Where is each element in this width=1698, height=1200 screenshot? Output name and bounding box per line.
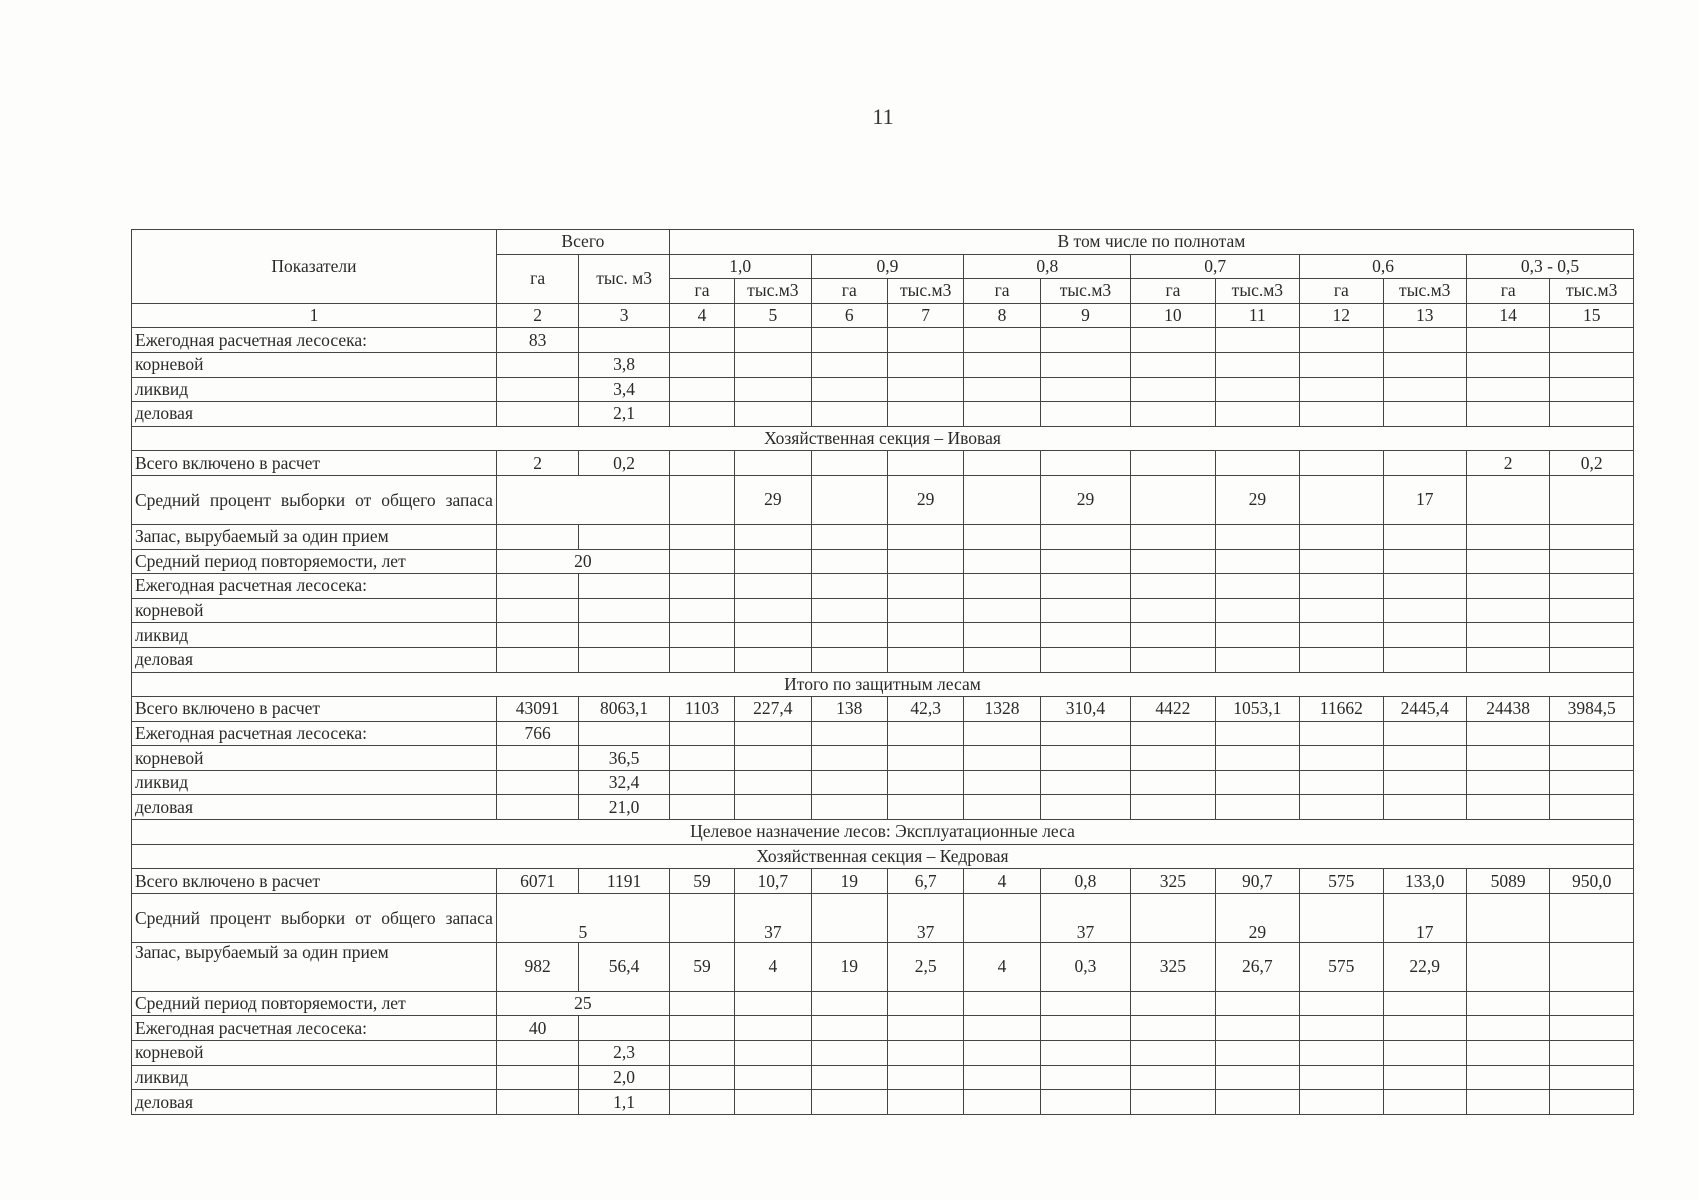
column-number: 15	[1550, 303, 1634, 328]
row-label: Ежегодная расчетная лесосека:	[132, 328, 497, 353]
cell: 3984,5	[1550, 697, 1634, 722]
cell	[1466, 352, 1549, 377]
header-total-ha: га	[496, 254, 578, 303]
table-row	[132, 549, 1634, 574]
cell: 29	[735, 475, 811, 524]
cell	[1300, 377, 1383, 402]
table-row	[132, 795, 1634, 820]
cell	[1383, 402, 1466, 427]
cell	[1040, 451, 1130, 476]
row-label: корневой	[132, 746, 497, 771]
header-total: Всего	[496, 230, 669, 255]
header-indicator: Показатели	[132, 230, 497, 304]
cell	[669, 352, 734, 377]
cell: 29	[887, 475, 963, 524]
cell	[1040, 328, 1130, 353]
cell	[1550, 377, 1634, 402]
row-label: Всего включено в расчет	[132, 869, 497, 894]
table-row	[132, 991, 1634, 1016]
column-numbers-row	[132, 303, 1634, 328]
row-label: Средний период повторяемости, лет	[132, 549, 497, 574]
cell	[669, 451, 734, 476]
column-number: 10	[1131, 303, 1215, 328]
root-m3: 2,3	[579, 1041, 669, 1066]
total-m3	[579, 328, 669, 353]
table-row	[132, 402, 1634, 427]
period-value: 25	[496, 991, 669, 1016]
row-label: Ежегодная расчетная лесосека:	[132, 721, 497, 746]
cell	[964, 893, 1040, 942]
row-label: ликвид	[132, 377, 497, 402]
cell: 59	[669, 942, 734, 991]
cell: 22,9	[1383, 942, 1466, 991]
cell: 325	[1131, 942, 1215, 991]
annual-ha: 766	[496, 721, 578, 746]
cell: 1328	[964, 697, 1040, 722]
cell	[811, 475, 887, 524]
cell: 5089	[1466, 869, 1549, 894]
column-number: 7	[887, 303, 963, 328]
header-row-1	[132, 230, 1634, 255]
cell	[735, 328, 811, 353]
cell: 950,0	[1550, 869, 1634, 894]
header-m3: тыс.м3	[1550, 279, 1634, 304]
business-m3: 21,0	[579, 795, 669, 820]
cell: 37	[735, 893, 811, 942]
cell	[1131, 377, 1215, 402]
cell	[1550, 942, 1634, 991]
header-m3: тыс.м3	[1040, 279, 1130, 304]
cell	[964, 402, 1040, 427]
row-label: Запас, вырубаемый за один прием	[132, 524, 497, 549]
header-m3: тыс.м3	[1383, 279, 1466, 304]
section-row	[132, 844, 1634, 869]
cell	[1300, 893, 1383, 942]
cell	[887, 402, 963, 427]
cell	[1550, 402, 1634, 427]
cell	[1300, 451, 1383, 476]
cell	[735, 451, 811, 476]
header-ha: га	[811, 279, 887, 304]
cell: 575	[1300, 869, 1383, 894]
cell: 310,4	[1040, 697, 1130, 722]
cell: 138	[811, 697, 887, 722]
table-row	[132, 721, 1634, 746]
cell	[1131, 352, 1215, 377]
row-label: ликвид	[132, 623, 497, 648]
cell	[1131, 451, 1215, 476]
header-ha: га	[964, 279, 1040, 304]
cell: 42,3	[887, 697, 963, 722]
cell: 37	[887, 893, 963, 942]
table-row	[132, 574, 1634, 599]
header-m3: тыс.м3	[735, 279, 811, 304]
row-label: корневой	[132, 598, 497, 623]
cell	[887, 451, 963, 476]
header-density: 0,7	[1131, 254, 1300, 279]
total-ha: 6071	[496, 869, 578, 894]
column-number: 2	[496, 303, 578, 328]
cell	[887, 352, 963, 377]
row-label: корневой	[132, 1041, 497, 1066]
pct-value: 5	[496, 893, 669, 942]
cell: 59	[669, 869, 734, 894]
row-label: деловая	[132, 795, 497, 820]
cell	[1300, 328, 1383, 353]
cell	[735, 352, 811, 377]
cell	[735, 377, 811, 402]
cell	[1131, 893, 1215, 942]
cell	[1466, 942, 1549, 991]
cell	[1550, 475, 1634, 524]
header-ha: га	[1466, 279, 1549, 304]
stock-ha: 982	[496, 942, 578, 991]
cell: 0,8	[1040, 869, 1130, 894]
period-value: 20	[496, 549, 669, 574]
cell	[1383, 377, 1466, 402]
header-ha: га	[1300, 279, 1383, 304]
table-row	[132, 942, 1634, 991]
row-label: корневой	[132, 352, 497, 377]
cell	[669, 893, 734, 942]
cell: 26,7	[1215, 942, 1299, 991]
header-density: 1,0	[669, 254, 811, 279]
header-m3: тыс.м3	[1215, 279, 1299, 304]
cell	[1300, 352, 1383, 377]
cell	[1215, 352, 1299, 377]
cell	[1466, 377, 1549, 402]
column-number: 4	[669, 303, 734, 328]
row-label: ликвид	[132, 1065, 497, 1090]
annual-ha: 40	[496, 1016, 578, 1041]
cell	[1550, 352, 1634, 377]
total-m3: 1191	[579, 869, 669, 894]
table-row	[132, 524, 1634, 549]
table-row	[132, 1016, 1634, 1041]
table-row	[132, 598, 1634, 623]
cell: 29	[1215, 475, 1299, 524]
cell	[964, 328, 1040, 353]
cell	[1215, 328, 1299, 353]
cell	[1215, 402, 1299, 427]
cell: 133,0	[1383, 869, 1466, 894]
total-ha: 2	[496, 451, 578, 476]
column-number: 13	[1383, 303, 1466, 328]
row-label: Средний период повторяемости, лет	[132, 991, 497, 1016]
table-row	[132, 623, 1634, 648]
cell: 575	[1300, 942, 1383, 991]
cell	[887, 377, 963, 402]
header-density: 0,9	[811, 254, 964, 279]
header-density: 0,3 - 0,5	[1466, 254, 1633, 279]
section-purpose-title: Целевое назначение лесов: Эксплуатационные леса	[132, 820, 1634, 845]
cell	[1131, 475, 1215, 524]
liquid-m3: 2,0	[579, 1065, 669, 1090]
cell	[964, 451, 1040, 476]
cell: 4	[964, 942, 1040, 991]
table-row	[132, 328, 1634, 353]
cell	[1131, 402, 1215, 427]
table-row	[132, 1090, 1634, 1115]
cell: 4	[964, 869, 1040, 894]
row-label: деловая	[132, 402, 497, 427]
cell	[1550, 893, 1634, 942]
cell	[669, 328, 734, 353]
cell: 1103	[669, 697, 734, 722]
cell	[1040, 352, 1130, 377]
column-number: 11	[1215, 303, 1299, 328]
cell	[1215, 377, 1299, 402]
table-row	[132, 647, 1634, 672]
cell: 19	[811, 869, 887, 894]
cell	[735, 402, 811, 427]
header-density: 0,6	[1300, 254, 1467, 279]
cell	[669, 377, 734, 402]
cell	[1040, 377, 1130, 402]
stock-m3: 56,4	[579, 942, 669, 991]
section-row	[132, 672, 1634, 697]
table-row	[132, 893, 1634, 942]
cell	[669, 402, 734, 427]
row-label: ликвид	[132, 770, 497, 795]
cell: 37	[1040, 893, 1130, 942]
cell	[1466, 328, 1549, 353]
cell	[964, 475, 1040, 524]
total-m3: 8063,1	[579, 697, 669, 722]
cell	[1300, 475, 1383, 524]
cell: 11662	[1300, 697, 1383, 722]
row-label: деловая	[132, 647, 497, 672]
table-row	[132, 697, 1634, 722]
cell	[1550, 328, 1634, 353]
column-number: 1	[132, 303, 497, 328]
total-ha: 83	[496, 328, 578, 353]
cell	[964, 352, 1040, 377]
row-label: Средний процент выборки от общего запаса	[132, 893, 497, 942]
cell: 29	[1215, 893, 1299, 942]
header-total-m3: тыс. м3	[579, 254, 669, 303]
cell: 1053,1	[1215, 697, 1299, 722]
cell: 17	[1383, 475, 1466, 524]
cell: 227,4	[735, 697, 811, 722]
total-m3: 2,1	[579, 402, 669, 427]
cell: 6,7	[887, 869, 963, 894]
cell	[1215, 451, 1299, 476]
total-m3: 3,4	[579, 377, 669, 402]
table-row	[132, 1041, 1634, 1066]
table-row	[132, 746, 1634, 771]
header-ha: га	[1131, 279, 1215, 304]
cell: 4	[735, 942, 811, 991]
cell: 0,2	[1550, 451, 1634, 476]
cell: 17	[1383, 893, 1466, 942]
cell	[964, 377, 1040, 402]
column-number: 14	[1466, 303, 1549, 328]
header-density: 0,8	[964, 254, 1131, 279]
section-row	[132, 820, 1634, 845]
cell: 325	[1131, 869, 1215, 894]
cell: 2,5	[887, 942, 963, 991]
cell	[1466, 893, 1549, 942]
table-row	[132, 352, 1634, 377]
section-kedrovaya-title: Хозяйственная секция – Кедровая	[132, 844, 1634, 869]
cell: 24438	[1466, 697, 1549, 722]
section-row	[132, 426, 1634, 451]
cell	[1466, 475, 1549, 524]
liquid-m3: 32,4	[579, 770, 669, 795]
column-number: 3	[579, 303, 669, 328]
cell: 2445,4	[1383, 697, 1466, 722]
cell	[1131, 328, 1215, 353]
page-number: 11	[872, 104, 894, 129]
cell	[669, 475, 734, 524]
column-number: 6	[811, 303, 887, 328]
cell	[1466, 402, 1549, 427]
cell	[1040, 402, 1130, 427]
table-row	[132, 869, 1634, 894]
table-row	[132, 451, 1634, 476]
row-label: Всего включено в расчет	[132, 697, 497, 722]
root-m3: 36,5	[579, 746, 669, 771]
cell: 19	[811, 942, 887, 991]
cell	[811, 328, 887, 353]
cell: 10,7	[735, 869, 811, 894]
table-row	[132, 377, 1634, 402]
total-m3: 3,8	[579, 352, 669, 377]
table-row	[132, 1065, 1634, 1090]
section-protect-total-title: Итого по защитным лесам	[132, 672, 1634, 697]
cell: 2	[1466, 451, 1549, 476]
section-ivovaya-title: Хозяйственная секция – Ивовая	[132, 426, 1634, 451]
cell: 4422	[1131, 697, 1215, 722]
total-ha	[496, 402, 578, 427]
cell	[811, 352, 887, 377]
total-ha	[496, 377, 578, 402]
cell	[811, 377, 887, 402]
column-number: 8	[964, 303, 1040, 328]
row-label: Ежегодная расчетная лесосека:	[132, 1016, 497, 1041]
total-ha: 43091	[496, 697, 578, 722]
cell	[1383, 352, 1466, 377]
cell	[1383, 328, 1466, 353]
header-ha: га	[669, 279, 734, 304]
cell	[811, 893, 887, 942]
cell	[1383, 451, 1466, 476]
row-label: Средний процент выборки от общего запаса	[132, 475, 497, 524]
cell: 0,3	[1040, 942, 1130, 991]
business-m3: 1,1	[579, 1090, 669, 1115]
row-label: Ежегодная расчетная лесосека:	[132, 574, 497, 599]
cell	[1300, 402, 1383, 427]
cell	[887, 328, 963, 353]
row-label: Запас, вырубаемый за один прием	[132, 942, 497, 991]
total-ha	[496, 352, 578, 377]
cell	[811, 402, 887, 427]
row-label: деловая	[132, 1090, 497, 1115]
header-by-density: В том числе по полнотам	[669, 230, 1633, 255]
column-number: 5	[735, 303, 811, 328]
column-number: 12	[1300, 303, 1383, 328]
cell: 29	[1040, 475, 1130, 524]
table-row	[132, 770, 1634, 795]
cell	[811, 451, 887, 476]
column-number: 9	[1040, 303, 1130, 328]
allowable-cut-table	[131, 229, 1634, 1115]
header-m3: тыс.м3	[887, 279, 963, 304]
pct-total	[496, 475, 669, 524]
row-label: Всего включено в расчет	[132, 451, 497, 476]
total-m3: 0,2	[579, 451, 669, 476]
table-row	[132, 475, 1634, 524]
cell: 90,7	[1215, 869, 1299, 894]
